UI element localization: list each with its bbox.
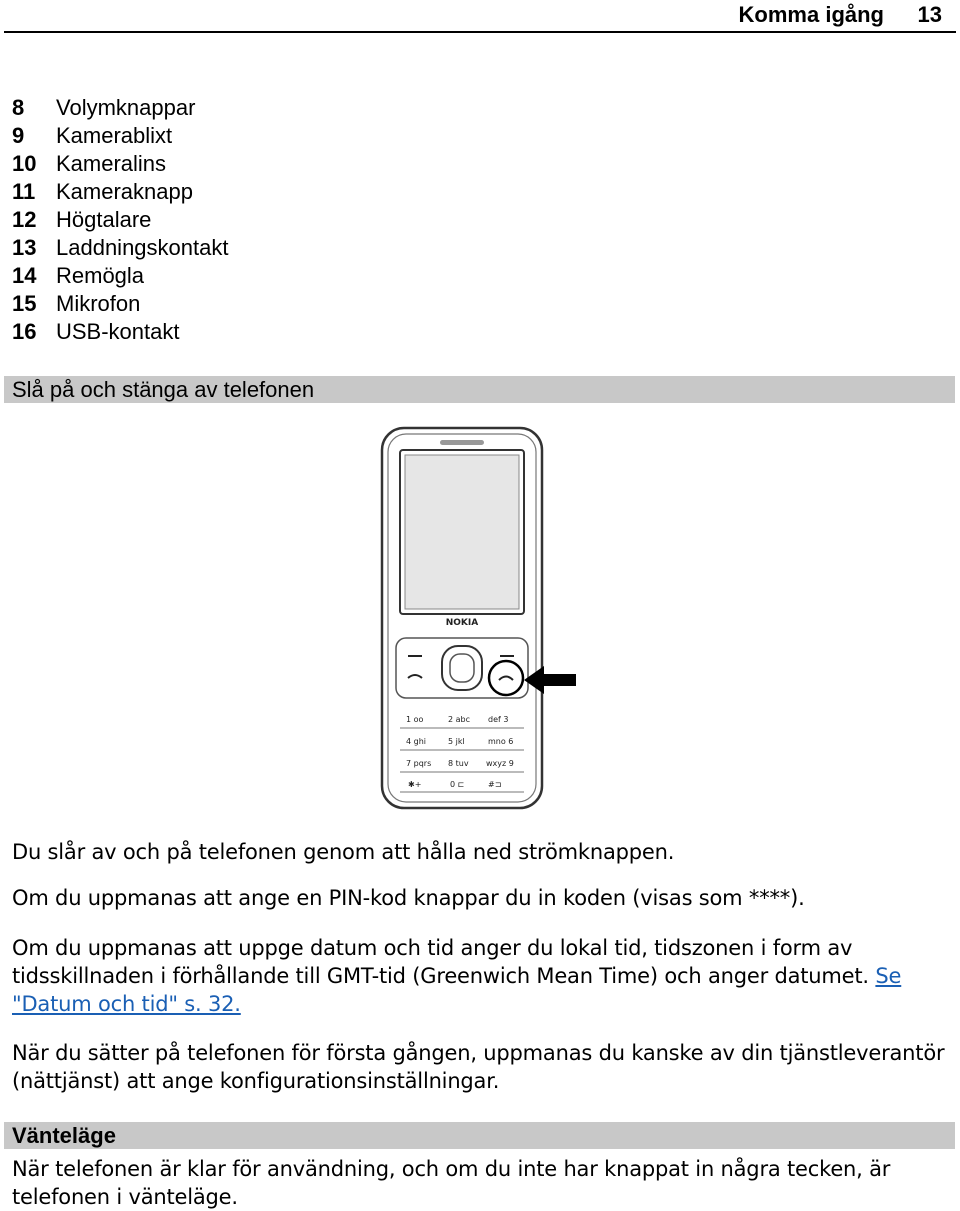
part-number: 10 — [12, 151, 37, 176]
page-header — [4, 0, 956, 33]
part-number: 11 — [12, 179, 36, 204]
part-label: Högtalare — [56, 207, 152, 232]
part-number: 9 — [12, 123, 25, 148]
key-3[interactable]: def 3 — [488, 715, 509, 724]
key-2[interactable]: 2 abc — [448, 715, 471, 724]
date-time-text: Om du uppmanas att uppge datum och tid anger du lokal tid, tidszonen i form av tidsskillnaden i förhållande till GMT-tid (Greenwich Mean Time) och anger datumet. — [12, 936, 876, 988]
list-item — [12, 122, 228, 150]
key-5[interactable]: 5 jkl — [448, 737, 465, 746]
parts-list — [12, 94, 228, 346]
part-number: 12 — [12, 207, 37, 232]
part-number: 8 — [12, 95, 25, 120]
part-label: Mikrofon — [56, 291, 141, 316]
key-0[interactable]: 0 ⊏ — [450, 780, 465, 789]
key-4[interactable]: 4 ghi — [406, 737, 427, 746]
key-9[interactable]: wxyz 9 — [486, 759, 514, 768]
paragraph-power-info: Du slår av och på telefonen genom att hålla ned strömknappen. — [12, 840, 675, 864]
key-1[interactable]: 1 oo — [406, 715, 424, 724]
part-number: 13 — [12, 235, 37, 260]
chapter-title: Komma igång — [738, 2, 884, 27]
paragraph-pin-info: Om du uppmanas att ange en PIN-kod knappar du in koden (visas som ****). — [12, 886, 805, 910]
earpiece-icon — [440, 440, 484, 445]
part-label: Remögla — [56, 263, 145, 288]
part-label: USB-kontakt — [56, 319, 180, 344]
part-label: Kameralins — [56, 151, 167, 176]
paragraph-date-time — [12, 934, 947, 1018]
list-item — [12, 178, 228, 206]
key-8[interactable]: 8 tuv — [448, 759, 469, 768]
select-key[interactable] — [450, 654, 474, 682]
list-item — [12, 150, 228, 178]
section-heading-text: Vänteläge — [12, 1123, 116, 1148]
key-7[interactable]: 7 pqrs — [406, 759, 432, 768]
part-number: 16 — [12, 319, 37, 344]
paragraph-configuration: När du sätter på telefonen för första gången, uppmanas du kanske av din tjänstleverantör (nättjänst) att ange konfigurationsinställningar. — [12, 1041, 945, 1093]
phone-display — [405, 455, 519, 609]
list-item — [12, 234, 228, 262]
paragraph-standby: När telefonen är klar för användning, och om du inte har knappat in några tecken, är telefonen i vänteläge. — [12, 1157, 891, 1209]
part-label: Kamerablixt — [56, 123, 173, 148]
key-star[interactable]: ✱+ — [408, 780, 422, 789]
key-hash[interactable]: #⊐ — [488, 780, 502, 789]
page-number: 13 — [917, 2, 942, 27]
list-item — [12, 206, 228, 234]
key-6[interactable]: mno 6 — [488, 737, 514, 746]
phone-illustration — [378, 424, 578, 814]
section-heading-text: Slå på och stänga av telefonen — [12, 377, 315, 402]
part-number: 15 — [12, 291, 37, 316]
part-number: 14 — [12, 263, 37, 288]
list-item — [12, 94, 228, 122]
brand-logo: NOKIA — [445, 618, 479, 628]
section-heading-standby — [4, 1122, 955, 1149]
part-label: Volymknappar — [56, 95, 196, 120]
list-item — [12, 318, 228, 346]
part-label: Laddningskontakt — [56, 235, 229, 260]
section-heading-power — [4, 376, 955, 403]
date-time-link[interactable]: Se "Datum och tid" s. 32. — [12, 964, 902, 1016]
list-item — [12, 290, 228, 318]
list-item — [12, 262, 228, 290]
part-label: Kameraknapp — [56, 179, 193, 204]
